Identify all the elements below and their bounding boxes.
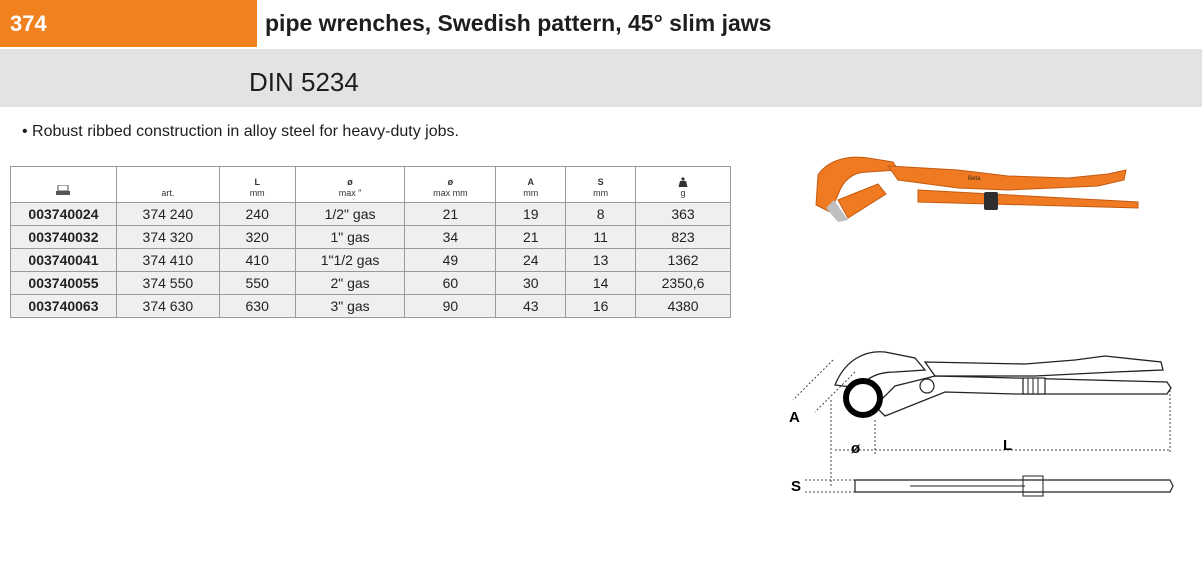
spec-table (10, 166, 731, 318)
table-cell: 320 (219, 226, 295, 249)
table-cell: 1362 (636, 249, 731, 272)
catalog-icon (55, 185, 71, 196)
table-cell: 21 (496, 226, 566, 249)
product-code-cell: 003740041 (11, 249, 117, 272)
label-a: A (789, 409, 800, 426)
col-header-length: L mm (219, 167, 295, 203)
table-cell: 11 (566, 226, 636, 249)
table-cell: 374 240 (116, 203, 219, 226)
table-cell: 14 (566, 272, 636, 295)
col-header-a: A mm (496, 167, 566, 203)
col-header-max-inch: ø max " (295, 167, 405, 203)
product-code-cell: 003740032 (11, 226, 117, 249)
table-row (11, 295, 731, 318)
col-header-weight: g (636, 167, 731, 203)
product-code-cell: 003740063 (11, 295, 117, 318)
table-cell: 374 410 (116, 249, 219, 272)
table-cell: 1/2" gas (295, 203, 405, 226)
table-cell: 630 (219, 295, 295, 318)
table-cell: 3" gas (295, 295, 405, 318)
table-cell: 374 320 (116, 226, 219, 249)
brand-label: Beta (968, 176, 981, 182)
col-header-max-mm: ø max mm (405, 167, 496, 203)
table-cell: 410 (219, 249, 295, 272)
table-cell: 49 (405, 249, 496, 272)
col-header-s: S mm (566, 167, 636, 203)
col-header-code (11, 167, 117, 203)
table-cell: 374 630 (116, 295, 219, 318)
table-cell: 16 (566, 295, 636, 318)
dimension-diagram (775, 340, 1175, 500)
col-header-art: art. (116, 167, 219, 203)
table-header-row (11, 167, 731, 203)
label-s: S (791, 478, 802, 495)
table-row (11, 249, 731, 272)
table-cell: 823 (636, 226, 731, 249)
table-cell: 30 (496, 272, 566, 295)
standard-label: DIN 5234 (249, 67, 359, 97)
table-cell: 34 (405, 226, 496, 249)
label-l: L (1003, 437, 1013, 454)
product-code-cell: 003740024 (11, 203, 117, 226)
standard-band (0, 49, 1202, 107)
table-cell: 550 (219, 272, 295, 295)
table-cell: 363 (636, 203, 731, 226)
table-cell: 240 (219, 203, 295, 226)
product-code-cell: 003740055 (11, 272, 117, 295)
table-cell: 1"1/2 gas (295, 249, 405, 272)
table-cell: 4380 (636, 295, 731, 318)
table-row (11, 226, 731, 249)
table-cell: 1" gas (295, 226, 405, 249)
table-cell: 374 550 (116, 272, 219, 295)
table-cell: 2350,6 (636, 272, 731, 295)
table-cell: 24 (496, 249, 566, 272)
table-cell: 19 (496, 203, 566, 226)
table-cell: 60 (405, 272, 496, 295)
table-cell: 2" gas (295, 272, 405, 295)
table-cell: 8 (566, 203, 636, 226)
feature-bullet: • Robust ribbed construction in alloy steel for heavy-duty jobs. (22, 123, 459, 140)
page-title: pipe wrenches, Swedish pattern, 45° slim jaws (265, 10, 772, 36)
table-cell: 21 (405, 203, 496, 226)
weight-icon (678, 177, 688, 187)
table-row (11, 272, 731, 295)
table-cell: 13 (566, 249, 636, 272)
table-row (11, 203, 731, 226)
section-code: 374 (0, 0, 257, 47)
table-cell: 43 (496, 295, 566, 318)
label-diameter: ø (851, 440, 861, 457)
table-cell: 90 (405, 295, 496, 318)
wrench-photo (808, 150, 1158, 230)
